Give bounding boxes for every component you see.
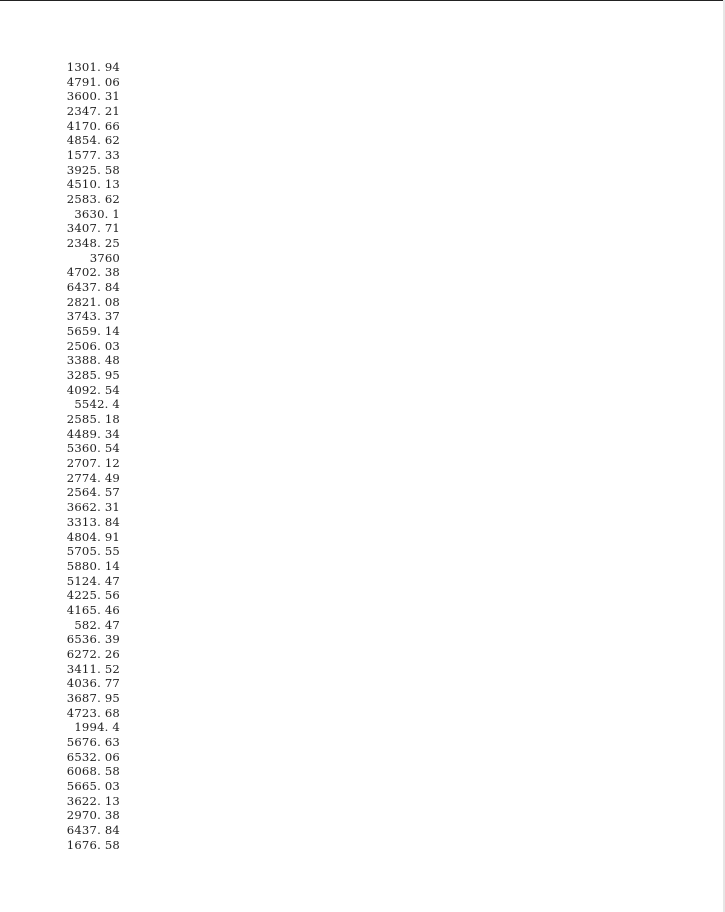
number-value: 3285. 95 bbox=[66, 368, 120, 383]
number-value: 2583. 62 bbox=[66, 192, 120, 207]
number-value: 5124. 47 bbox=[66, 573, 120, 588]
number-value: 3630. 1 bbox=[74, 206, 120, 221]
number-value: 6532. 06 bbox=[66, 749, 120, 764]
number-value: 3743. 37 bbox=[66, 309, 120, 324]
number-value: 1676. 58 bbox=[66, 837, 120, 852]
number-value: 4702. 38 bbox=[66, 265, 120, 280]
number-value: 3407. 71 bbox=[66, 221, 120, 236]
number-value: 3411. 52 bbox=[66, 661, 120, 676]
number-value: 4804. 91 bbox=[66, 529, 120, 544]
number-column bbox=[40, 60, 120, 852]
number-value: 5542. 4 bbox=[74, 397, 120, 412]
number-value: 3388. 48 bbox=[66, 353, 120, 368]
number-value: 6272. 26 bbox=[66, 646, 120, 661]
number-value: 4170. 66 bbox=[66, 118, 120, 133]
number-value: 6536. 39 bbox=[66, 632, 120, 647]
number-value: 2585. 18 bbox=[66, 412, 120, 427]
number-value: 4165. 46 bbox=[66, 602, 120, 617]
number-value: 4225. 56 bbox=[66, 588, 120, 603]
number-value: 3925. 58 bbox=[66, 162, 120, 177]
number-value: 4510. 13 bbox=[66, 177, 120, 192]
number-value: 3313. 84 bbox=[66, 514, 120, 529]
number-value: 2970. 38 bbox=[66, 808, 120, 823]
number-value: 5676. 63 bbox=[66, 734, 120, 749]
number-value: 2707. 12 bbox=[66, 456, 120, 471]
number-value: 6437. 84 bbox=[66, 822, 120, 837]
number-value: 2774. 49 bbox=[66, 470, 120, 485]
number-value: 5705. 55 bbox=[66, 544, 120, 559]
number-value: 4092. 54 bbox=[66, 382, 120, 397]
number-value: 3662. 31 bbox=[66, 500, 120, 515]
number-value: 2506. 03 bbox=[66, 338, 120, 353]
number-value: 582. 47 bbox=[74, 617, 120, 632]
number-value: 5880. 14 bbox=[66, 558, 120, 573]
number-value: 6068. 58 bbox=[66, 764, 120, 779]
number-value: 4489. 34 bbox=[66, 426, 120, 441]
number-value: 1994. 4 bbox=[74, 720, 120, 735]
number-value: 4036. 77 bbox=[66, 676, 120, 691]
number-value: 1301. 94 bbox=[66, 60, 120, 74]
number-value: 2564. 57 bbox=[66, 485, 120, 500]
number-value: 5659. 14 bbox=[66, 324, 120, 339]
number-value: 4723. 68 bbox=[66, 705, 120, 720]
number-value: 4854. 62 bbox=[66, 133, 120, 148]
number-value: 5360. 54 bbox=[66, 441, 120, 456]
number-value: 5665. 03 bbox=[66, 778, 120, 793]
number-value: 1577. 33 bbox=[66, 148, 120, 163]
page-top-border bbox=[0, 0, 725, 1]
number-value: 6437. 84 bbox=[66, 280, 120, 295]
number-value: 2347. 21 bbox=[66, 104, 120, 119]
number-value: 4791. 06 bbox=[66, 74, 120, 89]
number-value: 3687. 95 bbox=[66, 690, 120, 705]
number-value: 3760 bbox=[89, 250, 120, 265]
number-value: 3622. 13 bbox=[66, 793, 120, 808]
number-value: 2348. 25 bbox=[66, 236, 120, 251]
number-value: 2821. 08 bbox=[66, 294, 120, 309]
number-value: 3600. 31 bbox=[66, 89, 120, 104]
